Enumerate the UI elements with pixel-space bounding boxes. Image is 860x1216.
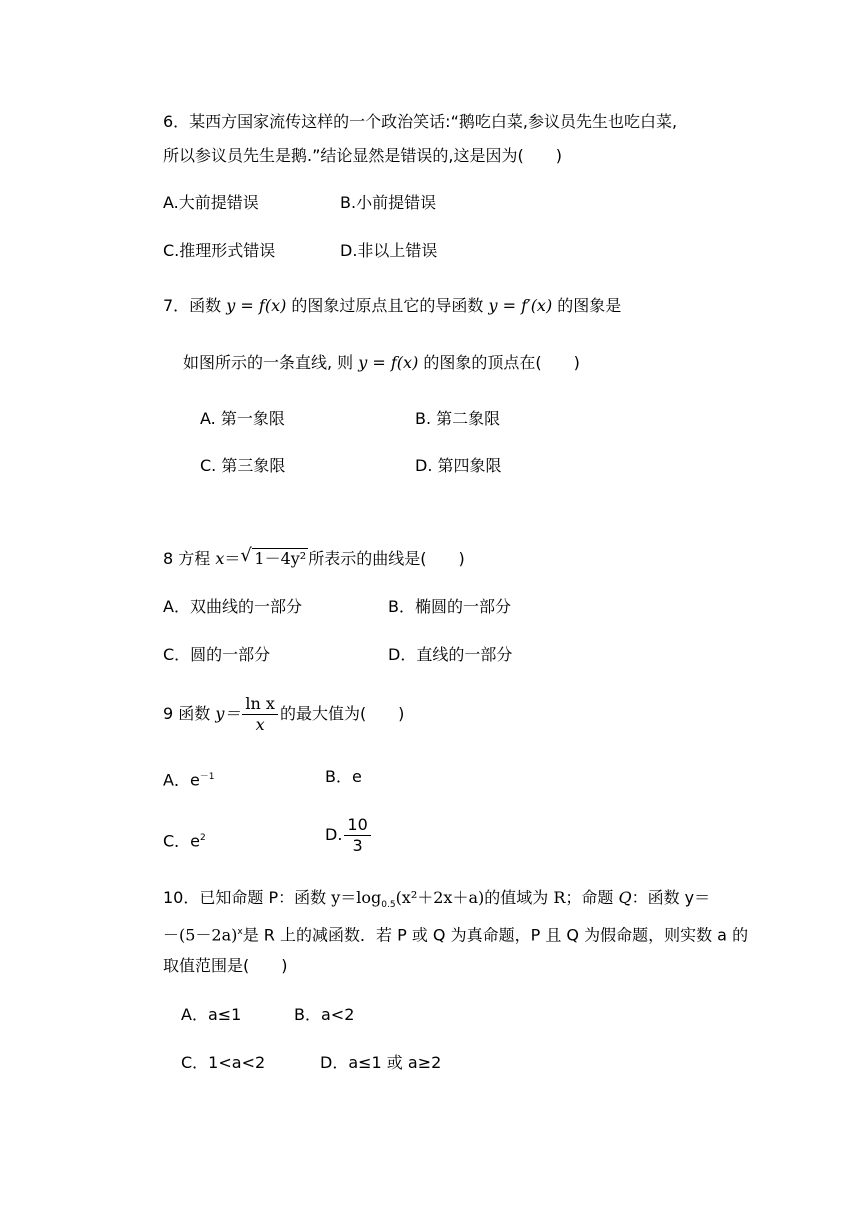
q7-formula-2: y = f′(x) [488, 296, 553, 315]
q9-a-sup: －1 [199, 772, 215, 782]
q6-stem-line1: 6．某西方国家流传这样的一个政治笑话:“鹅吃白菜,参议员先生也吃白菜, [163, 112, 678, 131]
q7-option-a: A. 第一象限 [200, 409, 285, 428]
q10-text-f: 是 R 上的减函数．若 P 或 Q 为真命题，P 且 Q 为假命题，则实数 a 的 [242, 925, 749, 945]
q9-numerator: ln x [242, 694, 278, 715]
q8-text-a: 8 方程 [163, 549, 216, 568]
q8-sqrt: √ 1－4y² [240, 545, 307, 568]
q10-log-base: 0.5 [381, 900, 396, 911]
q7-formula-3: y = f(x) [358, 353, 419, 372]
q6-option-b: B.小前提错误 [340, 193, 437, 212]
q8-radicand: 1－4y² [254, 549, 307, 568]
q9-fraction [242, 694, 278, 735]
q6-option-a: A.大前提错误 [163, 193, 259, 212]
q9-a-label: A．e [163, 770, 200, 790]
q8-text-b: 所表示的曲线是( ) [308, 549, 465, 568]
q10-option-c: C．1<a<2 [181, 1053, 266, 1072]
q8-var-x: x [215, 549, 225, 568]
q10-stem-line2 [163, 922, 748, 945]
q7-option-d: D. 第四象限 [415, 456, 502, 475]
q10-text-e: －(5－2a) [163, 925, 238, 945]
q8-option-a: A．双曲线的一部分 [163, 597, 302, 616]
q10-option-a: A．a≤1 [181, 1005, 242, 1024]
q7-text-e: 的图象的顶点在( ) [418, 353, 580, 372]
q6-option-c: C.推理形式错误 [163, 241, 276, 260]
q9-d-label: D. [325, 825, 343, 844]
q7-text-a: 7．函数 [163, 296, 227, 315]
q8-option-d: D．直线的一部分 [388, 645, 513, 664]
q10-text-b: y＝log [331, 888, 382, 907]
q8-equals: ＝ [224, 549, 241, 568]
q10-q: Q [618, 888, 632, 907]
q9-stem [163, 694, 404, 735]
q9-d-den: 3 [352, 836, 363, 855]
q9-text-b: 的最大值为( ) [279, 704, 405, 723]
q9-d-num: 10 [344, 815, 370, 836]
q9-option-b: B．e [325, 767, 362, 786]
q9-option-c [163, 828, 206, 851]
q9-denominator: x [255, 715, 265, 734]
q9-option-a [163, 767, 215, 790]
q10-text-a: 10．已知命题 P：函数 [163, 888, 332, 907]
q9-c-sup: 2 [200, 833, 206, 843]
q8-stem [163, 545, 465, 569]
q8-option-c: C．圆的一部分 [163, 645, 271, 664]
q7-formula-1: y = f(x) [226, 296, 287, 315]
q7-stem-line2 [183, 353, 580, 373]
q6-stem-line2: 所以参议员先生是鹅.”结论显然是错误的,这是因为( ) [163, 146, 562, 165]
q10-stem-line3: 取值范围是( ) [163, 956, 288, 975]
q8-option-b: B．椭圆的一部分 [388, 597, 511, 616]
q7-option-b: B. 第二象限 [415, 409, 501, 428]
q10-text-d: ：函数 y＝ [631, 888, 711, 907]
q9-y: y＝ [215, 704, 241, 723]
q9-d-fraction [344, 815, 370, 856]
q6-option-d: D.非以上错误 [340, 241, 438, 260]
q9-c-label: C．e [163, 831, 201, 851]
q10-option-d: D．a≤1 或 a≥2 [320, 1053, 442, 1072]
q9-option-d [325, 815, 373, 856]
q10-stem-line1 [163, 888, 710, 915]
q7-text-c: 的图象是 [552, 296, 622, 315]
q10-text-c: (x²＋2x＋a)的值域为 R；命题 [395, 888, 619, 907]
q10-option-b: B．a<2 [294, 1005, 355, 1024]
q7-stem-line1 [163, 296, 621, 316]
q7-text-b: 的图象过原点且它的导函数 [286, 296, 489, 315]
q9-text-a: 9 函数 [163, 704, 216, 723]
q7-option-c: C. 第三象限 [200, 456, 286, 475]
q7-text-d: 如图所示的一条直线, 则 [183, 353, 359, 372]
q10-exp: x [237, 927, 243, 937]
